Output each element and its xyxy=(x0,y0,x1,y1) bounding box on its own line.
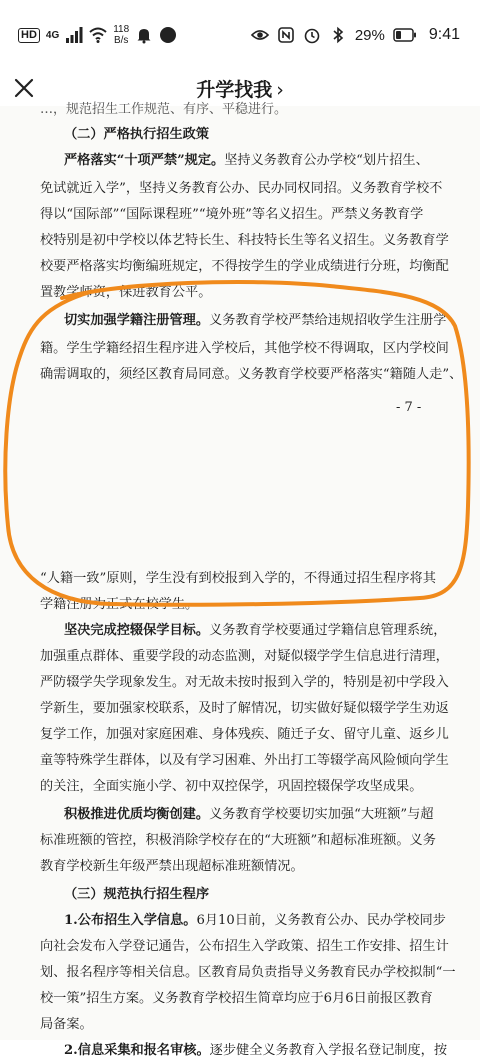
document-line xyxy=(40,1016,442,1034)
line-text: 校一策”招生方案。义务教育学校招生简章均应于6月6日前报区教育 xyxy=(40,991,433,1006)
document-line xyxy=(64,1042,448,1060)
bold-lead-phrase: 坚决完成控辍保学目标。 xyxy=(64,623,210,638)
cut-off-line: …，规范招生工作规范、有序、平稳进行。 xyxy=(40,102,288,117)
line-text: 局备案。 xyxy=(40,1017,93,1032)
document-line xyxy=(40,206,442,224)
close-button[interactable] xyxy=(8,72,40,104)
document-line xyxy=(40,938,449,956)
document-line xyxy=(40,964,456,982)
line-text: 严防辍学失学现象发生。对无故未按时报到入学的，特别是初中学段入 xyxy=(40,675,449,690)
line-text: 童等特殊学生群体，以及有学习困难、外出打工等辍学高风险倾向学生 xyxy=(40,753,449,768)
document-line xyxy=(40,570,442,588)
document-line xyxy=(40,366,463,384)
bold-lead-phrase: 1.公布招生入学信息。 xyxy=(64,913,197,928)
document-line xyxy=(40,340,449,358)
document-line xyxy=(40,990,442,1008)
line-text: 加强重点群体、重要学段的动态监测，对疑似辍学学生信息进行清理， xyxy=(40,649,449,664)
speed-unit: B/s xyxy=(113,35,129,46)
status-bar xyxy=(0,0,480,70)
line-text: 置教学师资，保进教育公平。 xyxy=(40,285,212,300)
document-line xyxy=(64,886,442,904)
line-text: 学新生，要加强家校联系，及时了解情况，切实做好疑似辍学学生劝返 xyxy=(40,701,449,716)
bluetooth-icon xyxy=(329,26,347,44)
document-line xyxy=(40,778,442,796)
document-line xyxy=(40,674,449,692)
title-bar xyxy=(0,70,480,106)
page-title: 升学找我 xyxy=(196,78,273,101)
chevron-right-icon: › xyxy=(276,78,284,101)
close-icon xyxy=(13,77,35,99)
document-line xyxy=(64,912,446,930)
bold-lead-phrase: 切实加强学籍注册管理。 xyxy=(64,313,210,328)
document-line xyxy=(64,126,442,144)
line-text: “人籍一致”原则，学生没有到校报到入学的，不得通过招生程序将其 xyxy=(40,571,436,586)
document-line xyxy=(40,596,442,614)
battery-icon xyxy=(393,28,417,42)
document-line xyxy=(64,312,447,330)
line-text: 复学工作，加强对家庭困难、身体残疾、随迁子女、留守儿童、返乡儿 xyxy=(40,727,449,742)
line-text: 6月10日前，义务教育公办、民办学校同步 xyxy=(196,913,446,928)
line-text: （三）规范执行招生程序 xyxy=(64,887,210,902)
line-text: 免试就近入学”，坚持义务教育公办、民办同权同招。义务教育学校不 xyxy=(40,181,443,196)
document-line xyxy=(64,622,447,640)
document-line xyxy=(64,152,442,170)
bold-lead-phrase: 积极推进优质均衡创建。 xyxy=(64,807,210,822)
line-text: 向社会发布入学登记通告，公布招生入学政策、招生工作安排、招生计 xyxy=(40,939,449,954)
document-line xyxy=(40,284,442,302)
document-line xyxy=(40,648,449,666)
document-line xyxy=(40,726,449,744)
document-line xyxy=(40,858,442,876)
speed-value: 118 xyxy=(113,24,130,35)
page-title-link[interactable] xyxy=(0,75,480,102)
line-text: 坚持义务教育公办学校“划片招生、 xyxy=(224,153,429,168)
document-line xyxy=(64,806,442,824)
page-number: - 7 - xyxy=(396,400,422,415)
line-text: 籍。学生学籍经招生程序进入学校后，其他学校不得调取，区内学校间 xyxy=(40,341,449,356)
line-text: 教育学校新生年级严禁出现超标准班额情况。 xyxy=(40,859,304,874)
document-line xyxy=(40,180,442,198)
alarm-icon xyxy=(303,26,321,44)
line-text: 义务教育学校严禁给违规招收学生注册学 xyxy=(209,313,447,328)
network-speed xyxy=(113,24,129,46)
document-line xyxy=(40,752,449,770)
line-text: 划、报名程序等相关信息。区教育局负责指导义务教育民办学校拟制“一 xyxy=(40,965,456,980)
line-text: 义务教育学校要通过学籍信息管理系统， xyxy=(209,623,447,638)
line-text: （二）严格执行招生政策 xyxy=(64,127,210,142)
eye-icon xyxy=(251,26,269,44)
nfc-icon xyxy=(277,26,295,44)
bell-icon xyxy=(135,26,153,44)
document-line xyxy=(40,832,442,850)
line-text: 得以“国际部”“国际课程班”“境外班”等名义招生。严禁义务教育学 xyxy=(40,207,424,222)
line-text: 学籍注册为正式在校学生。 xyxy=(40,597,199,612)
bold-lead-phrase: 2.信息采集和报名审核。 xyxy=(64,1043,210,1058)
document-line xyxy=(40,258,449,276)
app-notification-icon xyxy=(159,26,177,44)
signal-icon xyxy=(65,26,83,44)
hd-indicator: HD xyxy=(18,28,40,43)
clock: 9:41 xyxy=(428,26,460,43)
document-image xyxy=(0,102,480,1058)
line-text: 校特别是初中学校以体艺特长生、科技特长生等名义招生。义务教育学 xyxy=(40,233,449,248)
line-text: 义务教育学校要切实加强“大班额”与超 xyxy=(209,807,434,822)
wifi-icon xyxy=(89,26,107,44)
document-line xyxy=(40,232,449,250)
battery-percent: 29% xyxy=(354,26,385,44)
line-text: 校要严格落实均衡编班规定，不得按学生的学业成绩进行分班，均衡配 xyxy=(40,259,449,274)
bold-lead-phrase: 严格落实“十项严禁”规定。 xyxy=(64,153,225,168)
line-text: 逐步健全义务教育入学报名登记制度，按 xyxy=(209,1043,448,1058)
line-text: 标准班额的管控，积极消除学校存在的“大班额”和超标准班额。义务 xyxy=(40,833,436,848)
network-type: 4G xyxy=(45,29,60,41)
line-text: 的关注，全面实施小学、初中双控保学，巩固控辍保学攻坚成果。 xyxy=(40,779,423,794)
line-text: 确需调取的，须经区教育局同意。义务教育学校要严格落实“籍随人走”、 xyxy=(40,367,463,382)
document-line xyxy=(40,700,449,718)
